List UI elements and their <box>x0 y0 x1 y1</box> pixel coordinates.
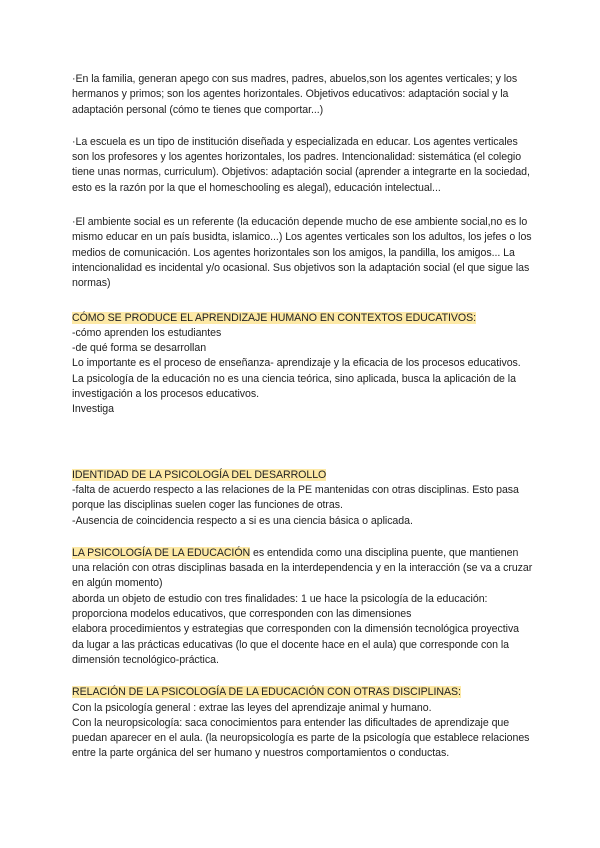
section-relacion <box>72 685 536 700</box>
section-identidad <box>72 468 536 483</box>
psicologia-item-3: da lugar a las prácticas educativas (lo que el docente hace en el aula) que corresponde con la dimensión tecnológico-práctica. <box>72 638 509 666</box>
section-aprendizaje <box>72 311 536 326</box>
psicologia-item-2: elabora procedimientos y estrategias que corresponden con la dimensión tecnológica proyectiva <box>72 623 520 636</box>
paragraph-familia: ·En la familia, generan apego con sus madres, padres, abuelos,son los agentes verticales; y los hermanos y primos; son los agentes horizontales. Objetivos educativos: adaptación social y la adaptación personal (cómo te tienes que comportar...) <box>72 73 518 116</box>
heading-aprendizaje: CÓMO SE PRODUCE EL APRENDIZAJE HUMANO EN CONTEXTOS EDUCATIVOS: <box>72 311 477 324</box>
section-psicologia <box>72 546 536 592</box>
heading-identidad: IDENTIDAD DE LA PSICOLOGÍA DEL DESARROLLO <box>72 468 327 481</box>
psicologia-item-1: aborda un objeto de estudio con tres finalidades: 1 ue hace la psicología de la educación: proporciona modelos educativos, que corresponden con las dimensiones <box>72 592 488 621</box>
paragraph-ambiente: ·El ambiente social es un referente (la educación depende mucho de ese ambiente social,no es lo mismo educar en un país busidta, islamico...) Los agentes verticales son los adultos, los jefes o los medios de comunicación. Los agentes horizontales son los amigos, la pandilla, los amigos... La intencionalidad es incidental y/o ocasional. Sus objetivos son la adaptación social (el que sigue las normas) <box>72 216 532 290</box>
aprendizaje-item-3: Lo importante es el proceso de enseñanza- aprendizaje y la eficacia de los procesos educativos. <box>72 357 521 370</box>
aprendizaje-item-1: -cómo aprenden los estudiantes <box>72 326 222 339</box>
identidad-item-2: -Ausencia de coincidencia respecto a si es una ciencia básica o aplicada. <box>72 514 413 527</box>
aprendizaje-item-5: Investiga <box>72 403 114 416</box>
psicologia-lead: es entendida como una disciplina puente, que mantienen una relación con otras disciplinas basada en la interdependencia y en la interacción (se va a cruzar en algún momento) <box>72 546 533 590</box>
aprendizaje-item-4: La psicología de la educación no es una ciencia teórica, sino aplicada, busca la aplicación de la investigación a los procesos educativos. <box>72 372 516 401</box>
relacion-item-2: Con la neuropsicología: saca conocimientos para entender las dificultades de aprendizaje que puedan aparecer en el aula. (la neuropsicología es parte de la psicología que establece relaciones entre la parte orgánica del ser humano y nuestros comportamientos o conductas. <box>72 716 530 760</box>
relacion-item-1: Con la psicología general : extrae las leyes del aprendizaje animal y humano. <box>72 701 432 714</box>
paragraph-escuela: ·La escuela es un tipo de institución diseñada y especializada en educar. Los agentes verticales son los profesores y los agentes horizontales, los padres. Intencionalidad: sistemática (el colegio tiene unas normas, curriculum). Objetivos: adaptación social (aprender a integrarte en la sociedad, esto es la razón por la que el homeschooling es alegal), educación intelectual... <box>72 135 530 194</box>
heading-psicologia: LA PSICOLOGÍA DE LA EDUCACIÓN <box>72 546 251 559</box>
identidad-item-1: -falta de acuerdo respecto a las relaciones de la PE mantenidas con otras disciplinas. Esto pasa porque las disciplinas suelen coger las funciones de otras. <box>72 483 519 512</box>
aprendizaje-item-2: -de qué forma se desarrollan <box>72 342 207 355</box>
heading-relacion: RELACIÓN DE LA PSICOLOGÍA DE LA EDUCACIÓN CON OTRAS DISCIPLINAS: <box>72 686 461 699</box>
